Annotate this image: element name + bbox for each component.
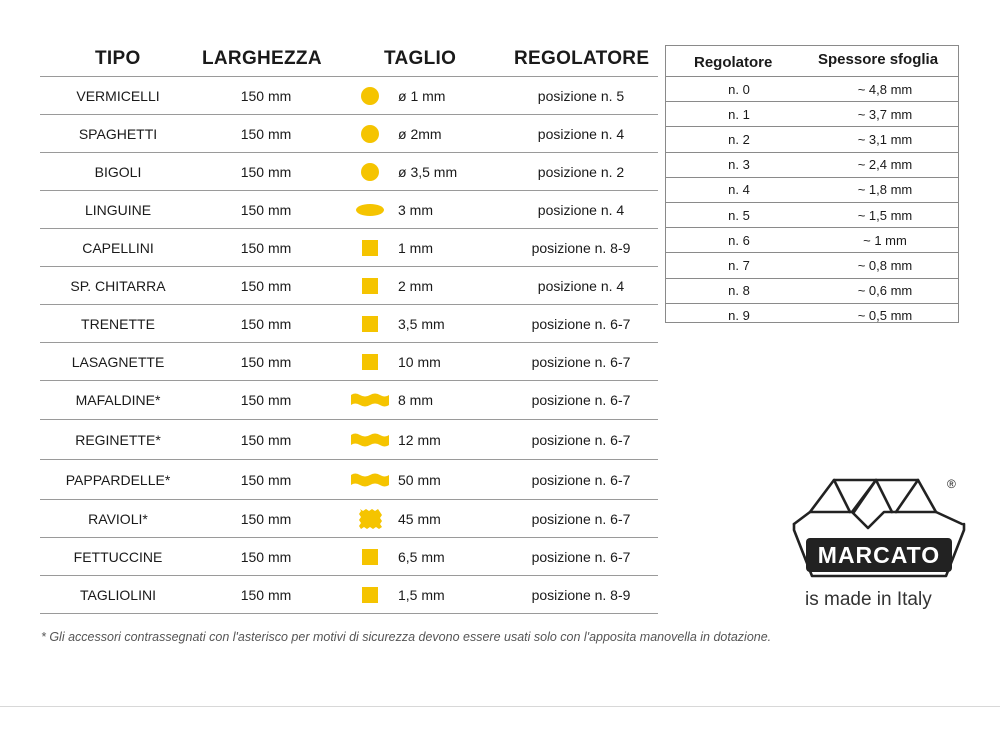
cell-regolatore: posizione n. 6-7 [531,392,631,408]
cell-regolatore-n: n. 6 [728,232,750,248]
cell-regolatore: posizione n. 6-7 [531,431,631,448]
table-row [40,229,658,267]
cell-larghezza: 150 mm [240,392,292,408]
cell-tipo: TAGLIOLINI [80,586,156,603]
cell-regolatore: posizione n. 4 [537,277,625,294]
cell-regolatore: posizione n. 2 [537,163,625,180]
cell-regolatore-n: n. 9 [728,308,750,324]
header-regolatore: REGOLATORE [514,48,650,69]
cell-tipo: FETTUCCINE [73,548,163,565]
header-larghezza: LARGHEZZA [202,48,322,69]
cell-taglio: 12 mm [398,431,441,448]
cell-taglio: 1,5 mm [398,586,445,603]
cell-spessore: ~ 3,1 mm [857,131,913,147]
thickness-row [666,101,958,126]
cell-regolatore-n: n. 1 [728,106,750,122]
cell-regolatore: posizione n. 4 [537,201,625,218]
cell-tipo: LINGUINE [84,201,152,218]
cell-tipo: PAPPARDELLE* [65,471,171,488]
cell-taglio: 50 mm [398,471,441,488]
cell-regolatore: posizione n. 8-9 [531,586,631,603]
header-spessore: Spessore sfoglia [818,51,939,68]
thickness-row [666,278,958,303]
wavy-strip-icon [344,381,396,419]
cell-larghezza: 150 mm [240,510,292,527]
table-row [40,381,658,420]
cell-tipo: VERMICELLI [76,87,160,104]
cell-spessore: ~ 0,8 mm [857,257,913,273]
cell-taglio: ø 3,5 mm [398,163,458,180]
thickness-row [666,152,958,177]
cell-regolatore-n: n. 4 [728,182,750,198]
cell-larghezza: 150 mm [240,239,292,256]
table-row [40,500,658,538]
cell-taglio: 45 mm [398,510,441,527]
header-taglio: TAGLIO [384,48,457,69]
marcato-logo [790,472,968,589]
cell-taglio: ø 2mm [398,125,442,142]
table-row [40,153,658,191]
table-row [40,305,658,343]
cell-larghezza: 150 mm [240,87,292,104]
cell-regolatore: posizione n. 6-7 [531,315,631,332]
square-icon [344,305,396,342]
header-tipo: TIPO [95,48,141,69]
cell-taglio: 2 mm [398,277,433,294]
thickness-row [666,303,958,328]
cell-spessore: ~ 1 mm [863,232,907,248]
dot-icon [344,77,396,114]
square-icon [344,538,396,575]
table-row [40,538,658,576]
cell-larghezza: 150 mm [240,431,292,448]
ellipse-icon [344,191,396,228]
dot-icon [344,115,396,152]
thickness-table [665,45,959,323]
logo-brand-text: MARCATO [817,542,941,568]
wavy-strip-icon [344,420,396,459]
cell-tipo: LASAGNETTE [71,353,165,370]
bottom-divider [0,706,1000,707]
footnote: * Gli accessori contrassegnati con l'asterisco per motivi di sicurezza devono essere usati solo con l'apposita manovella in dotazione. [41,630,772,644]
table-row [40,77,658,115]
dot-icon [344,153,396,190]
table-row [40,191,658,229]
cell-larghezza: 150 mm [240,586,292,603]
cell-larghezza: 150 mm [240,353,292,370]
cell-larghezza: 150 mm [240,548,292,565]
square-icon [344,267,396,304]
cell-regolatore: posizione n. 8-9 [531,239,631,256]
thickness-row [666,252,958,277]
cell-taglio: 1 mm [398,239,433,256]
table-row [40,460,658,500]
cell-taglio: 8 mm [398,392,433,408]
cell-larghezza: 150 mm [240,125,292,142]
cell-taglio: 3 mm [398,201,433,218]
cell-regolatore-n: n. 7 [728,257,750,273]
table-row [40,343,658,381]
cell-larghezza: 150 mm [240,315,292,332]
logo-tagline: is made in Italy [805,589,932,610]
cell-spessore: ~ 1,8 mm [857,182,913,198]
cell-spessore: ~ 2,4 mm [857,157,913,173]
marcato-logo-mark [790,472,968,584]
thickness-row [666,177,958,202]
cell-tipo: RAVIOLI* [88,510,148,527]
pasta-rows [40,77,658,614]
cell-regolatore-n: n. 2 [728,131,750,147]
cell-tipo: SPAGHETTI [78,125,158,142]
cell-taglio: ø 1 mm [398,87,446,104]
registered-mark: ® [947,477,956,491]
cell-spessore: ~ 0,5 mm [857,308,913,324]
cell-larghezza: 150 mm [240,201,292,218]
cell-regolatore-n: n. 0 [728,81,750,97]
cell-spessore: ~ 4,8 mm [857,81,913,97]
wavy-strip-icon [344,460,396,499]
cell-tipo: CAPELLINI [82,239,154,256]
cell-larghezza: 150 mm [240,277,292,294]
cell-regolatore: posizione n. 6-7 [531,510,631,527]
thickness-row [666,76,958,101]
square-icon [344,343,396,380]
cell-regolatore: posizione n. 6-7 [531,353,631,370]
table-row [40,420,658,460]
cell-tipo: REGINETTE* [75,431,161,448]
cell-taglio: 10 mm [398,353,441,370]
thickness-row [666,126,958,151]
cell-regolatore: posizione n. 5 [537,87,625,104]
square-icon [344,229,396,266]
cell-regolatore: posizione n. 6-7 [531,471,631,488]
thickness-rows [666,76,958,328]
cell-spessore: ~ 3,7 mm [857,106,913,122]
square-icon [344,576,396,613]
table-row [40,267,658,305]
header-regolatore-small: Regolatore [694,54,773,71]
cell-larghezza: 150 mm [240,163,292,180]
thickness-row [666,227,958,252]
cell-taglio: 3,5 mm [398,315,445,332]
table-row [40,115,658,153]
ravioli-icon [344,500,396,537]
cell-tipo: MAFALDINE* [75,392,161,408]
cell-regolatore-n: n. 8 [728,283,750,299]
cell-spessore: ~ 0,6 mm [857,283,913,299]
cell-larghezza: 150 mm [240,471,292,488]
cell-regolatore: posizione n. 4 [537,125,625,142]
cell-tipo: SP. CHITARRA [70,277,166,294]
cell-tipo: TRENETTE [81,315,155,332]
cell-spessore: ~ 1,5 mm [857,207,913,223]
thickness-row [666,202,958,227]
cell-regolatore-n: n. 5 [728,207,750,223]
cell-taglio: 6,5 mm [398,548,445,565]
cell-tipo: BIGOLI [94,163,142,180]
cell-regolatore: posizione n. 6-7 [531,548,631,565]
cell-regolatore-n: n. 3 [728,157,750,173]
table-row [40,576,658,614]
